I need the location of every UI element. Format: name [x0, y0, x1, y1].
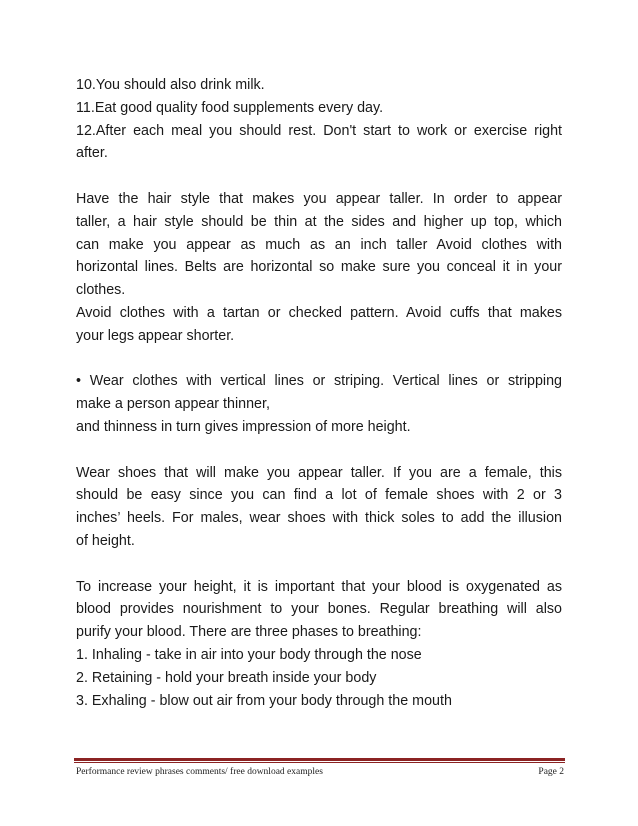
text-line: clothes. [76, 282, 126, 299]
list-item: 3. Exhaling - blow out air from your body through the mouth [76, 692, 452, 709]
list-tail-section [76, 74, 562, 165]
text-line: inches’ heels. For males, wear shoes with thick soles to add the illusion [76, 510, 562, 527]
list-item: after. [76, 145, 108, 162]
text-line: can make you appear as much as an inch taller Avoid clothes with [76, 236, 562, 253]
hair-style-paragraph [76, 188, 562, 348]
text-line: Avoid clothes with a tartan or checked pattern. Avoid cuffs that makes [76, 304, 562, 321]
text-line: • Wear clothes with vertical lines or striping. Vertical lines or stripping [76, 373, 562, 390]
breathing-paragraph [76, 576, 562, 713]
footer-divider [74, 758, 565, 761]
text-line: blood provides nourishment to your bones. Regular breathing will also [76, 601, 562, 618]
text-line: Wear shoes that will make you appear taller. If you are a female, this [76, 464, 562, 481]
text-line: purify your blood. There are three phases to breathing: [76, 624, 422, 641]
text-line: should be easy since you can find a lot of female shoes with 2 or 3 [76, 487, 562, 504]
text-line: To increase your height, it is important that your blood is oxygenated as [76, 578, 562, 595]
list-item: 2. Retaining - hold your breath inside your body [76, 669, 377, 686]
paragraph-gap [76, 439, 562, 462]
list-item: 11.Eat good quality food supplements every day. [76, 99, 384, 116]
paragraph-gap [76, 348, 562, 371]
list-item: 1. Inhaling - take in air into your body through the nose [76, 646, 422, 663]
page-number: Page 2 [538, 767, 564, 777]
text-line: make a person appear thinner, [76, 396, 270, 413]
list-item: 10.You should also drink milk. [76, 77, 265, 93]
vertical-lines-paragraph [76, 370, 562, 438]
text-line: taller, a hair style should be thin at the sides and higher up top, which [76, 213, 562, 230]
text-line: horizontal lines. Belts are horizontal so make sure you conceal it in your [76, 259, 562, 276]
paragraph-gap [76, 165, 562, 188]
shoes-paragraph [76, 462, 562, 553]
paragraph-gap [76, 553, 562, 576]
text-line: your legs appear shorter. [76, 327, 235, 344]
text-line: and thinness in turn gives impression of more height. [76, 418, 411, 435]
list-item: 12.After each meal you should rest. Don't start to work or exercise right [76, 122, 562, 139]
footer-divider-thin [74, 762, 565, 763]
footer-title: Performance review phrases comments/ free download examples [76, 767, 323, 777]
page-body [76, 74, 562, 712]
text-line: of height. [76, 532, 135, 549]
text-line: Have the hair style that makes you appear taller. In order to appear [76, 190, 562, 207]
